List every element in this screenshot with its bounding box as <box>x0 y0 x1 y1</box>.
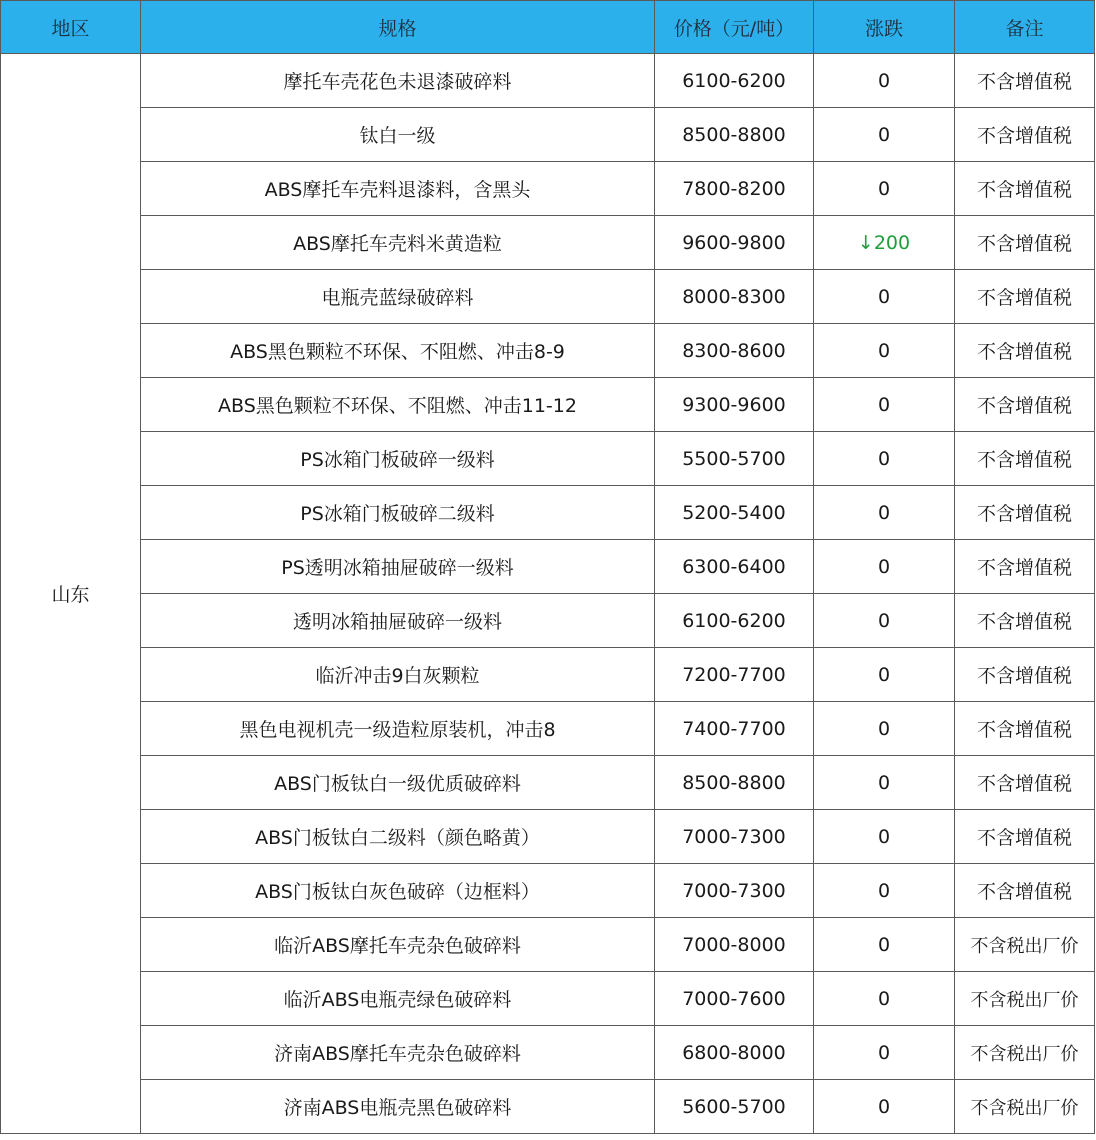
price-cell: 5600-5700 <box>655 1080 814 1134</box>
table-row <box>1 810 1095 864</box>
note-cell: 不含增值税 <box>955 216 1095 270</box>
header-note: 备注 <box>955 1 1095 54</box>
spec-cell: 钛白一级 <box>141 108 655 162</box>
price-cell: 6100-6200 <box>655 54 814 108</box>
table-row <box>1 1026 1095 1080</box>
change-cell: 0 <box>814 270 955 324</box>
change-cell: 0 <box>814 648 955 702</box>
spec-cell: ABS黑色颗粒不环保、不阻燃、冲击8-9 <box>141 324 655 378</box>
note-cell: 不含税出厂价 <box>955 918 1095 972</box>
price-cell: 7200-7700 <box>655 648 814 702</box>
table-header <box>1 1 1095 54</box>
note-cell: 不含增值税 <box>955 162 1095 216</box>
price-cell: 6300-6400 <box>655 540 814 594</box>
spec-cell: 摩托车壳花色未退漆破碎料 <box>141 54 655 108</box>
note-cell: 不含增值税 <box>955 324 1095 378</box>
price-cell: 7800-8200 <box>655 162 814 216</box>
price-cell: 7000-8000 <box>655 918 814 972</box>
spec-cell: PS透明冰箱抽屉破碎一级料 <box>141 540 655 594</box>
change-cell: 0 <box>814 486 955 540</box>
table-row <box>1 216 1095 270</box>
change-cell: 0 <box>814 432 955 486</box>
note-cell: 不含增值税 <box>955 648 1095 702</box>
table-row <box>1 864 1095 918</box>
table-row <box>1 378 1095 432</box>
change-cell: 0 <box>814 324 955 378</box>
table-row <box>1 540 1095 594</box>
price-cell: 8500-8800 <box>655 756 814 810</box>
note-cell: 不含增值税 <box>955 540 1095 594</box>
spec-cell: ABS摩托车壳料退漆料，含黑头 <box>141 162 655 216</box>
spec-cell: ABS门板钛白灰色破碎（边框料） <box>141 864 655 918</box>
spec-cell: ABS摩托车壳料米黄造粒 <box>141 216 655 270</box>
spec-cell: 透明冰箱抽屉破碎一级料 <box>141 594 655 648</box>
spec-cell: ABS门板钛白二级料（颜色略黄） <box>141 810 655 864</box>
table-body <box>1 54 1095 1134</box>
note-cell: 不含税出厂价 <box>955 972 1095 1026</box>
note-cell: 不含增值税 <box>955 54 1095 108</box>
note-cell: 不含增值税 <box>955 432 1095 486</box>
header-spec: 规格 <box>141 1 655 54</box>
change-cell: 0 <box>814 702 955 756</box>
table-row <box>1 162 1095 216</box>
change-cell: 0 <box>814 378 955 432</box>
price-cell: 9300-9600 <box>655 378 814 432</box>
price-cell: 7000-7300 <box>655 864 814 918</box>
header-region: 地区 <box>1 1 141 54</box>
change-cell: 0 <box>814 972 955 1026</box>
change-cell: 0 <box>814 1080 955 1134</box>
table-row <box>1 486 1095 540</box>
header-row <box>1 1 1095 54</box>
note-cell: 不含增值税 <box>955 270 1095 324</box>
region-cell: 山东 <box>1 54 141 1134</box>
price-cell: 8300-8600 <box>655 324 814 378</box>
spec-cell: 黑色电视机壳一级造粒原装机，冲击8 <box>141 702 655 756</box>
price-cell: 9600-9800 <box>655 216 814 270</box>
table-row <box>1 648 1095 702</box>
note-cell: 不含税出厂价 <box>955 1080 1095 1134</box>
price-cell: 5500-5700 <box>655 432 814 486</box>
note-cell: 不含增值税 <box>955 108 1095 162</box>
change-cell: 0 <box>814 540 955 594</box>
note-cell: 不含增值税 <box>955 378 1095 432</box>
table-row <box>1 1080 1095 1134</box>
table-row <box>1 972 1095 1026</box>
table-row <box>1 432 1095 486</box>
spec-cell: 济南ABS摩托车壳杂色破碎料 <box>141 1026 655 1080</box>
spec-cell: 临沂冲击9白灰颗粒 <box>141 648 655 702</box>
note-cell: 不含增值税 <box>955 864 1095 918</box>
price-cell: 7000-7300 <box>655 810 814 864</box>
price-cell: 8000-8300 <box>655 270 814 324</box>
change-cell: ↓200 <box>814 216 955 270</box>
price-cell: 8500-8800 <box>655 108 814 162</box>
spec-cell: 临沂ABS电瓶壳绿色破碎料 <box>141 972 655 1026</box>
note-cell: 不含增值税 <box>955 702 1095 756</box>
change-cell: 0 <box>814 594 955 648</box>
table-row <box>1 270 1095 324</box>
note-cell: 不含增值税 <box>955 756 1095 810</box>
change-cell: 0 <box>814 54 955 108</box>
spec-cell: PS冰箱门板破碎一级料 <box>141 432 655 486</box>
change-cell: 0 <box>814 918 955 972</box>
table-row <box>1 756 1095 810</box>
note-cell: 不含增值税 <box>955 486 1095 540</box>
spec-cell: 临沂ABS摩托车壳杂色破碎料 <box>141 918 655 972</box>
price-cell: 6800-8000 <box>655 1026 814 1080</box>
price-cell: 7400-7700 <box>655 702 814 756</box>
table-row <box>1 702 1095 756</box>
change-cell: 0 <box>814 108 955 162</box>
price-cell: 5200-5400 <box>655 486 814 540</box>
spec-cell: ABS门板钛白一级优质破碎料 <box>141 756 655 810</box>
note-cell: 不含增值税 <box>955 594 1095 648</box>
spec-cell: ABS黑色颗粒不环保、不阻燃、冲击11-12 <box>141 378 655 432</box>
table-row <box>1 918 1095 972</box>
spec-cell: PS冰箱门板破碎二级料 <box>141 486 655 540</box>
change-cell: 0 <box>814 756 955 810</box>
spec-cell: 济南ABS电瓶壳黑色破碎料 <box>141 1080 655 1134</box>
table-row <box>1 324 1095 378</box>
change-cell: 0 <box>814 864 955 918</box>
price-cell: 6100-6200 <box>655 594 814 648</box>
spec-cell: 电瓶壳蓝绿破碎料 <box>141 270 655 324</box>
header-price: 价格（元/吨） <box>655 1 814 54</box>
change-cell: 0 <box>814 162 955 216</box>
table-row <box>1 54 1095 108</box>
table-row <box>1 108 1095 162</box>
header-change: 涨跌 <box>814 1 955 54</box>
note-cell: 不含税出厂价 <box>955 1026 1095 1080</box>
note-cell: 不含增值税 <box>955 810 1095 864</box>
table-row <box>1 594 1095 648</box>
price-cell: 7000-7600 <box>655 972 814 1026</box>
change-cell: 0 <box>814 810 955 864</box>
change-cell: 0 <box>814 1026 955 1080</box>
